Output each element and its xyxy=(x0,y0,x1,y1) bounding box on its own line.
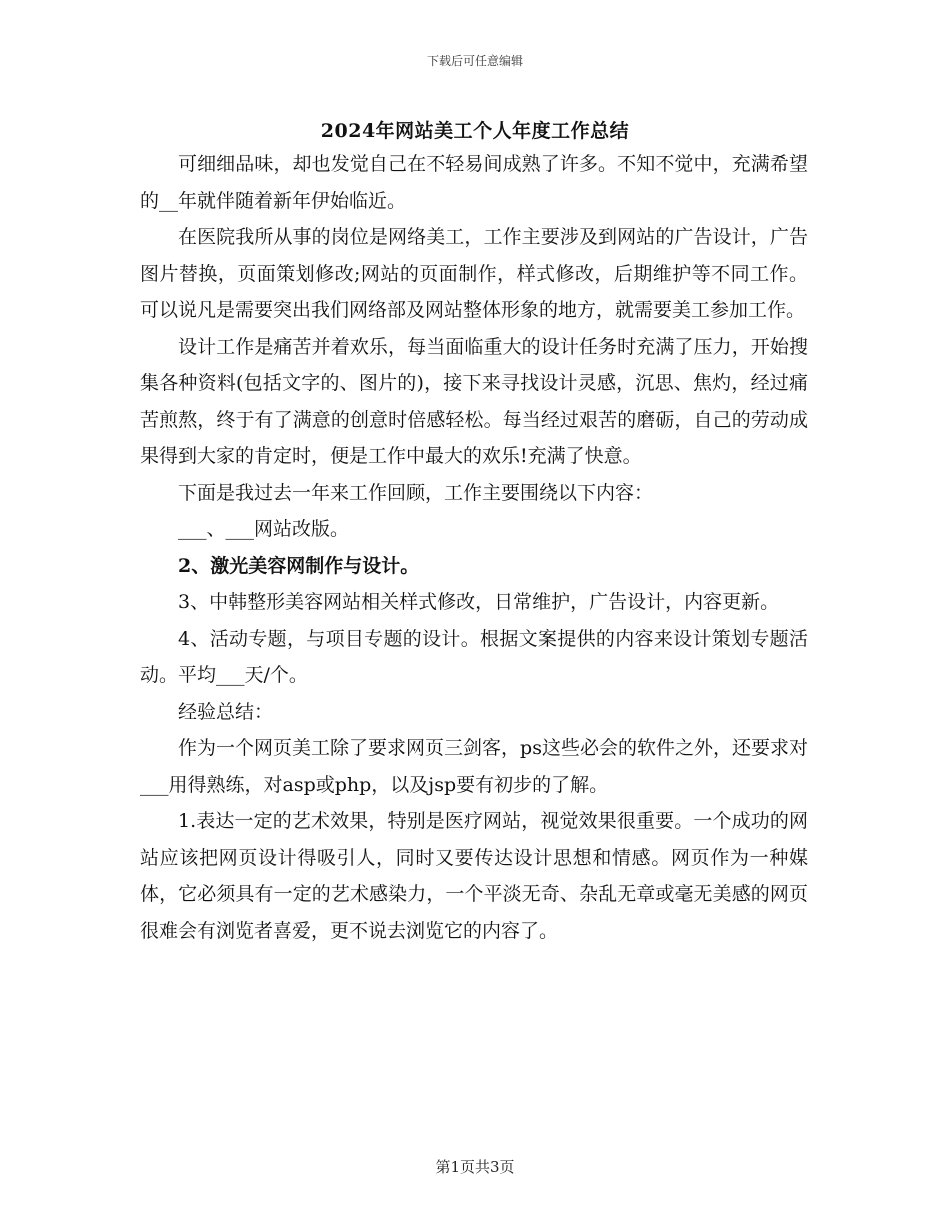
list-item: ___、___网站改版。 xyxy=(178,518,350,540)
header-note: 下载后可任意编辑 xyxy=(426,54,523,68)
page-number: 第1页共3页 xyxy=(435,1158,515,1176)
list-item: 2、激光美容网制作与设计。 xyxy=(178,554,420,577)
paragraph: 作为一个网页美工除了要求网页三剑客，ps这些必会的软件之外，还要求对___用得熟练，对asp或php，以及jsp要有初步的了解。 xyxy=(140,737,808,796)
paragraph: 可细细品味，却也发觉自己在不轻易间成熟了许多。不知不觉中，充满希望的__年就伴随着新年伊始临近。 xyxy=(140,153,808,212)
paragraph: 下面是我过去一年来工作回顾，工作主要围绕以下内容： xyxy=(178,481,654,504)
document-body xyxy=(140,146,808,949)
list-item: 4、活动专题，与项目专题的设计。根据文案提供的内容来设计策划专题活动。平均___天/个。 xyxy=(140,627,808,686)
document-title: 2024年网站美工个人年度工作总结 xyxy=(320,120,630,142)
paragraph: 1.表达一定的艺术效果，特别是医疗网站，视觉效果很重要。一个成功的网站应该把网页设计得吸引人，同时又要传达设计思想和情感。网页作为一种媒体，它必须具有一定的艺术感染力，一个平淡无奇、杂乱无章或毫无美感的网页很难会有浏览者喜爱，更不说去浏览它的内容了。 xyxy=(140,810,808,942)
list-item: 3、中韩整形美容网站相关样式修改，日常维护，广告设计，内容更新。 xyxy=(178,591,780,613)
paragraph: 在医院我所从事的岗位是网络美工，工作主要涉及到网站的广告设计，广告图片替换，页面策划修改;网站的页面制作，样式修改，后期维护等不同工作。可以说凡是需要突出我们网络部及网站整体形象的地方，就需要美工参加工作。 xyxy=(140,226,808,321)
paragraph: 设计工作是痛苦并着欢乐，每当面临重大的设计任务时充满了压力，开始搜集各种资料(包括文字的、图片的)，接下来寻找设计灵感，沉思、焦灼，经过痛苦煎熬，终于有了满意的创意时倍感轻松。每当经过艰苦的磨砺，自己的劳动成果得到大家的肯定时，便是工作中最大的欢乐!充满了快意。 xyxy=(140,335,808,467)
section-heading: 经验总结： xyxy=(178,700,274,723)
